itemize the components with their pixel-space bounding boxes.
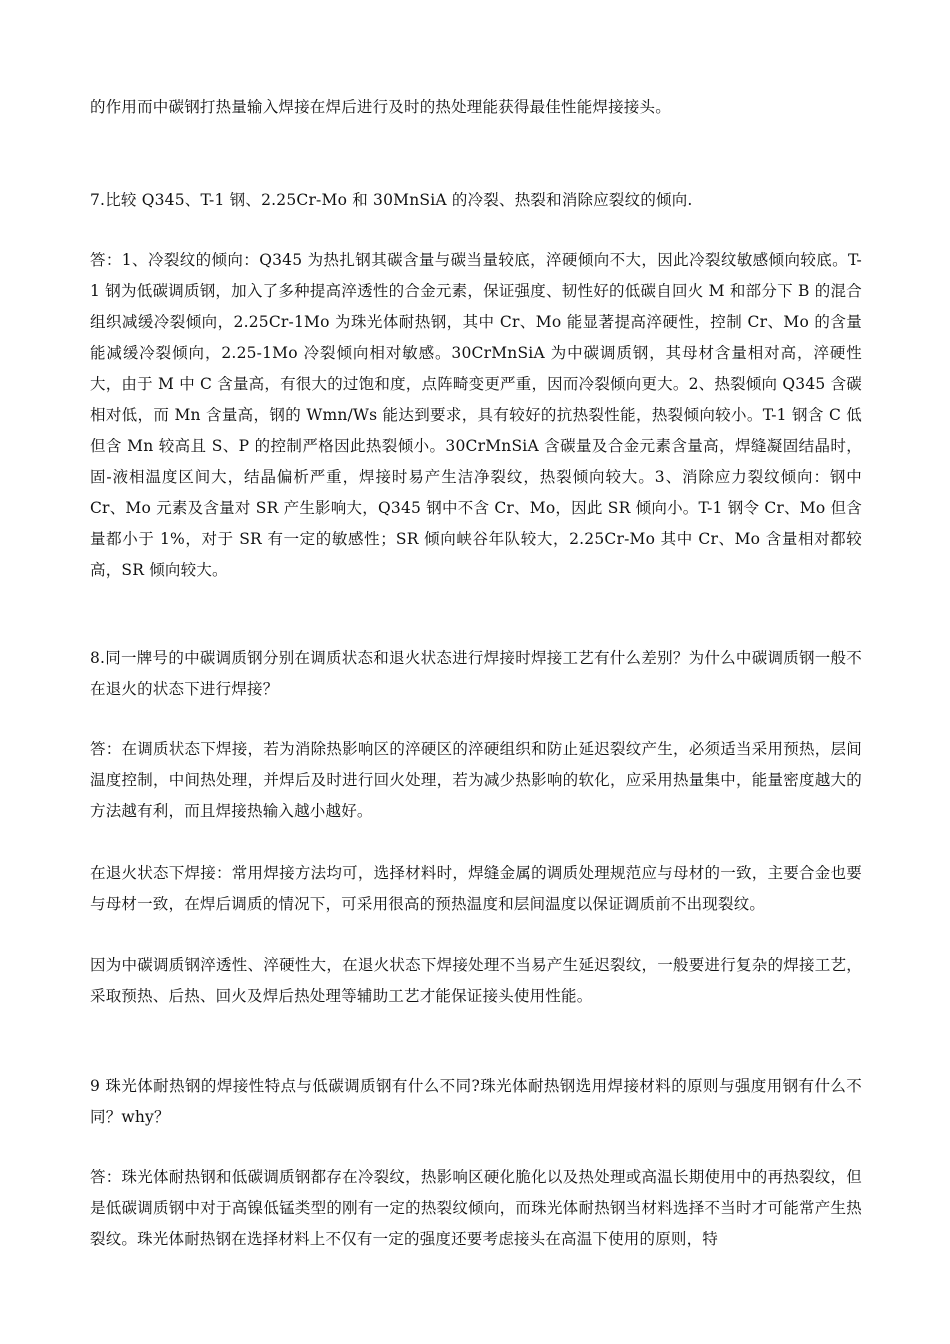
question-8: 8.同一牌号的中碳调质钢分别在调质状态和退火状态进行焊接时焊接工艺有什么差别？为什么中碳调质钢一般不在退火的状态下进行焊接？ [90, 649, 862, 698]
paragraph-continuation: 的作用而中碳钢打热量输入焊接在焊后进行及时的热处理能获得最佳性能焊接接头。 [90, 98, 671, 116]
answer-8-part-1: 答：在调质状态下焊接，若为消除热影响区的淬硬区的淬硬组织和防止延迟裂纹产生，必须适当采用预热，层间温度控制，中间热处理，并焊后及时进行回火处理，若为减少热影响的软化，应采用热量集中，能量密度越大的方法越有利，而且焊接热输入越小越好。 [90, 740, 862, 820]
answer-8-part-2: 在退火状态下焊接：常用焊接方法均可，选择材料时，焊缝金属的调质处理规范应与母材的一致，主要合金也要与母材一致，在焊后调质的情况下，可采用很高的预热温度和层间温度以保证调质前不出现裂纹。 [90, 864, 862, 913]
answer-7: 答：1、冷裂纹的倾向：Q345 为热扎钢其碳含量与碳当量较底，淬硬倾向不大，因此冷裂纹敏感倾向较底。T-1 钢为低碳调质钢，加入了多种提高淬透性的合金元素，保证强度、韧性好的低碳自回火 M 和部分下 B 的混合组织减缓冷裂倾向，2.25Cr-1Mo 为珠光体耐热钢，其中 Cr、Mo 能显著提高淬硬性，控制 Cr、Mo 的含量能减缓冷裂倾向，2.25-1Mo 冷裂倾向相对敏感。30CrMnSiA 为中碳调质钢，其母材含量相对高，淬硬性大，由于 M 中 C 含量高，有很大的过饱和度，点阵畸变更严重，因而冷裂倾向更大。2、热裂倾向 Q345 含碳相对低，而 Mn 含量高，钢的 Wmn/Ws 能达到要求，具有较好的抗热裂性能，热裂倾向较小。T-1 钢含 C 低但含 Mn 较高且 S、P 的控制严格因此热裂倾小。30CrMnSiA 含碳量及合金元素含量高，焊缝凝固结晶时，固-液相温度区间大，结晶偏析严重，焊接时易产生洁净裂纹，热裂倾向较大。3、消除应力裂纹倾向：钢中 Cr、Mo 元素及含量对 SR 产生影响大，Q345 钢中不含 Cr、Mo，因此 SR 倾向小。T-1 钢令 Cr、Mo 但含量都小于 1%，对于 SR 有一定的敏感性；SR 倾向峡谷年队较大，2.25Cr-Mo 其中 Cr、Mo 含量相对都较高，SR 倾向较大。 [90, 251, 862, 579]
answer-8-part-3: 因为中碳调质钢淬透性、淬硬性大，在退火状态下焊接处理不当易产生延迟裂纹，一般要进行复杂的焊接工艺，采取预热、后热、回火及焊后热处理等辅助工艺才能保证接头使用性能。 [90, 956, 862, 1005]
answer-9: 答：珠光体耐热钢和低碳调质钢都存在冷裂纹，热影响区硬化脆化以及热处理或高温长期使用中的再热裂纹，但是低碳调质钢中对于高镍低锰类型的刚有一定的热裂纹倾向，而珠光体耐热钢当材料选择不当时才可能常产生热裂纹。珠光体耐热钢在选择材料上不仅有一定的强度还要考虑接头在高温下使用的原则，特 [90, 1168, 862, 1248]
question-9: 9 珠光体耐热钢的焊接性特点与低碳调质钢有什么不同?珠光体耐热钢选用焊接材料的原则与强度用钢有什么不同？why？ [90, 1077, 862, 1126]
question-7: 7.比较 Q345、T-1 钢、2.25Cr-Mo 和 30MnSiA 的冷裂、热裂和消除应裂纹的倾向. [90, 191, 693, 209]
